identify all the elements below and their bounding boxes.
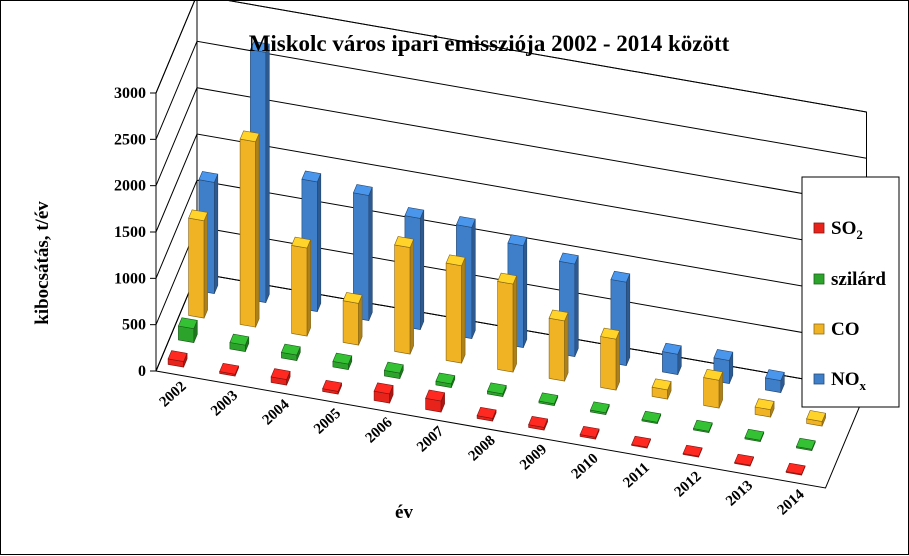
- bar-side-face: [523, 237, 527, 347]
- x-tick-label: 2014: [774, 486, 808, 519]
- bar-SO2-2002: [168, 351, 187, 368]
- bar-SO2-2006: [374, 383, 393, 403]
- bar-side-face: [266, 44, 270, 303]
- bar-side-face: [626, 274, 630, 366]
- bar-side-face: [420, 210, 424, 330]
- bar-SO2-2007: [426, 390, 445, 412]
- legend: [802, 177, 899, 407]
- y-tick-label: 1500: [114, 224, 146, 241]
- bar-CO-2011: [652, 379, 671, 399]
- bar-CO-2002: [189, 210, 208, 318]
- bar-front-face: [704, 378, 720, 409]
- bar-front-face: [343, 301, 359, 345]
- bar-side-face: [565, 313, 569, 382]
- bar-front-face: [189, 218, 205, 318]
- chart-title: Miskolc város ipari emissziója 2002 - 2014 között: [248, 31, 730, 56]
- bar-front-face: [549, 318, 565, 381]
- bar-szilárd-2002: [178, 318, 197, 343]
- bar-szilárd-2010: [590, 402, 609, 415]
- bar-side-face: [256, 134, 260, 328]
- bar-NOx-2013: [765, 370, 784, 393]
- bar-szilárd-2003: [230, 334, 249, 352]
- bar-szilárd-2006: [384, 362, 403, 379]
- bar-szilárd-2004: [281, 344, 300, 361]
- x-tick-label: 2013: [723, 477, 757, 510]
- bar-szilárd-2008: [487, 383, 506, 397]
- y-tick-label: 500: [122, 316, 146, 334]
- bar-side-face: [317, 174, 321, 312]
- x-tick-label: 2005: [311, 405, 345, 438]
- bar-front-face: [292, 245, 308, 336]
- bar-side-face: [410, 239, 414, 354]
- bar-CO-2008: [498, 273, 517, 372]
- bar-side-face: [307, 240, 311, 336]
- bar-front-face: [498, 281, 513, 372]
- bar-side-face: [472, 219, 476, 339]
- bar-NOx-2011: [662, 343, 681, 374]
- bar-front-face: [446, 263, 462, 363]
- bar-front-face: [662, 352, 677, 375]
- bar-SO2-2010: [580, 426, 599, 439]
- bar-side-face: [214, 174, 218, 294]
- x-tick-label: 2011: [620, 459, 653, 492]
- bar-CO-2014: [807, 411, 826, 427]
- bar-CO-2003: [240, 131, 259, 327]
- bar-CO-2005: [343, 292, 362, 345]
- y-tick-label: 1000: [114, 270, 146, 288]
- x-tick-label: 2012: [671, 468, 705, 501]
- x-tick-label: 2002: [156, 378, 190, 411]
- bar-side-face: [513, 276, 517, 372]
- y-axis-label: kibocsátás, t/év: [32, 201, 53, 325]
- bar-SO2-2003: [220, 363, 239, 376]
- legend-swatch-CO: [814, 324, 824, 334]
- bar-SO2-2008: [477, 407, 496, 421]
- legend-swatch-szilárd: [814, 274, 824, 284]
- x-tick-label: 2004: [259, 396, 293, 429]
- legend-label-SO2: $SO_2$: [831, 218, 863, 242]
- bar-side-face: [575, 256, 579, 357]
- bar-front-face: [601, 337, 617, 391]
- bar-SO2-2005: [323, 380, 342, 394]
- bar-SO2-2009: [529, 416, 548, 430]
- bar-CO-2004: [292, 237, 311, 336]
- bar-side-face: [462, 258, 466, 364]
- x-tick-label: 2010: [568, 450, 602, 483]
- legend-label-NOx: $NO_x$: [831, 369, 866, 393]
- bar-front-face: [240, 139, 256, 327]
- bar-CO-2010: [601, 328, 620, 390]
- bar-side-face: [204, 213, 208, 319]
- legend-swatch-SO2: [814, 223, 824, 233]
- legend-label-szilárd: szilárd: [831, 269, 886, 290]
- bar-CO-2007: [446, 255, 465, 363]
- chart-svg: [1, 1, 909, 556]
- x-tick-label: 2003: [208, 387, 242, 420]
- bar-szilárd-2005: [333, 353, 352, 370]
- x-tick-label: 2009: [517, 441, 551, 474]
- legend-swatch-NOx: [814, 374, 824, 384]
- y-tick-labels: [114, 85, 146, 380]
- bar-szilárd-2007: [436, 373, 455, 388]
- bar-front-face: [395, 245, 411, 354]
- bar-CO-2013: [755, 399, 774, 417]
- x-tick-label: 2006: [362, 414, 396, 447]
- bar-CO-2006: [395, 237, 414, 355]
- x-axis-label: év: [395, 502, 413, 523]
- x-tick-label: 2008: [465, 432, 499, 465]
- y-tick-label: 2500: [114, 131, 146, 149]
- bar-szilárd-2009: [539, 393, 558, 406]
- bar-side-face: [616, 331, 620, 390]
- y-tick-label: 3000: [114, 85, 146, 102]
- x-tick-label: 2007: [414, 423, 448, 456]
- legend-label-CO: CO: [831, 319, 860, 340]
- bar-side-face: [369, 187, 373, 320]
- y-tick-label: 2000: [114, 177, 146, 195]
- y-tick-label: 0: [138, 363, 146, 380]
- bar-CO-2012: [704, 369, 723, 408]
- bar-SO2-2004: [271, 369, 290, 386]
- bar-CO-2009: [549, 310, 568, 381]
